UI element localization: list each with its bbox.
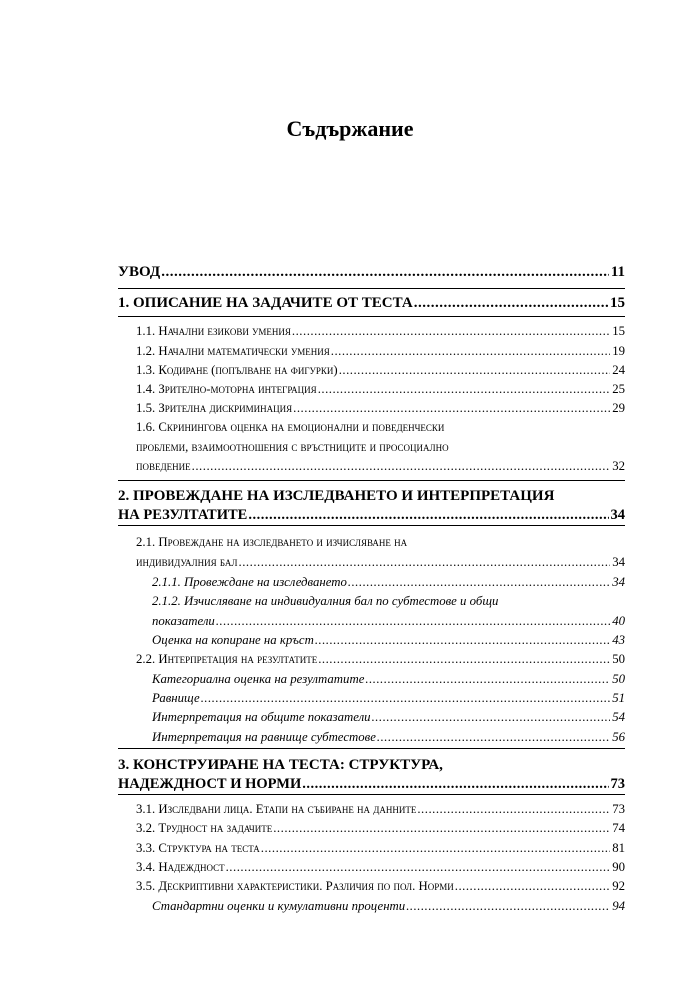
toc-entry-chapter[interactable] <box>118 293 625 313</box>
toc-entry-title: Интерпретация на общите показатели <box>152 710 371 724</box>
dot-leader <box>365 670 610 690</box>
divider <box>118 480 625 481</box>
dot-leader <box>406 897 610 917</box>
dot-leader <box>417 800 610 820</box>
toc-entry-title: 2.1.1. Провеждане на изследването <box>152 575 347 589</box>
dot-leader <box>318 650 610 670</box>
toc-entry-title: Оценка на копиране на кръст <box>152 633 314 647</box>
dot-leader <box>348 573 610 593</box>
toc-entry-title-line: проблеми, взаимоотношения с връстниците и просоциално <box>136 439 449 454</box>
dot-leader <box>331 342 610 362</box>
toc-entry-page: 11 <box>610 264 625 280</box>
dot-leader <box>192 457 611 477</box>
toc-entry-title: 2.2. Интерпретация на резултатите <box>136 652 318 666</box>
toc-entry-title: Стандартни оценки и кумулативни проценти <box>152 899 406 913</box>
toc-entry-page: 15 <box>612 324 625 338</box>
toc-entry-title-line: 3. КОНСТРУИРАНЕ НА ТЕСТА: СТРУКТУРА, <box>118 757 443 773</box>
dot-leader <box>414 293 608 313</box>
dot-leader <box>302 775 608 793</box>
dot-leader <box>161 262 609 282</box>
dot-leader <box>292 322 610 342</box>
toc-entry-title: 3.3. Структура на теста <box>136 841 260 855</box>
toc-entry-subsection[interactable] <box>118 897 625 917</box>
toc-entry-title-line: 2.1.2. Изчисляване на индивидуалния бал по субтестове и общи <box>152 594 499 608</box>
toc-entry-page: 74 <box>612 821 625 835</box>
dot-leader <box>226 858 611 878</box>
toc-entry-title: 1.4. Зрително-моторна интеграция <box>136 382 317 396</box>
divider <box>118 748 625 749</box>
toc-entry-subsection[interactable] <box>118 631 625 651</box>
toc-entry-page: 43 <box>612 633 625 647</box>
toc-entry-section[interactable] <box>118 399 625 419</box>
toc-entry-section[interactable] <box>118 839 625 859</box>
toc-entry-page: 51 <box>612 691 625 705</box>
toc-entry-title: 3.4. Надеждност <box>136 860 225 874</box>
toc-entry-subsection[interactable] <box>118 708 625 728</box>
page-title: Съдържание <box>286 116 414 141</box>
toc-entry-page: 92 <box>612 879 625 893</box>
toc-entry-title-line: 2.1. Провеждане на изследването и изчисляване на <box>136 535 408 549</box>
dot-leader <box>239 553 611 573</box>
dot-leader <box>339 361 611 381</box>
dot-leader <box>293 399 610 419</box>
toc-entry-chapter[interactable] <box>118 755 625 793</box>
divider <box>118 316 625 317</box>
toc-entry-title-line: 2. ПРОВЕЖДАНЕ НА ИЗСЛЕДВАНЕТО И ИНТЕРПРЕТАЦИЯ <box>118 488 555 504</box>
toc-entry-title: 3.1. Изследвани лица. Етапи на събиране на данните <box>136 802 417 816</box>
toc-entry-page: 24 <box>612 363 625 377</box>
toc-entry-section[interactable] <box>118 650 625 670</box>
toc-entry-title: Равнище <box>152 691 200 705</box>
toc-entry-title: 3.5. Дескриптивни характеристики. Различия по пол. Норми <box>136 879 454 893</box>
divider <box>118 794 625 795</box>
table-of-contents <box>118 0 625 993</box>
toc-entry-page: 94 <box>612 899 625 913</box>
toc-entry-subsection[interactable] <box>118 728 625 748</box>
toc-entry-title: НА РЕЗУЛТАТИТЕ <box>118 507 248 523</box>
dot-leader <box>248 506 608 524</box>
toc-entry-title: индивидуалния бал <box>136 554 238 569</box>
toc-entry-title: Интерпретация на равнище субтестове <box>152 730 376 744</box>
toc-entry-section[interactable] <box>118 819 625 839</box>
toc-entry-section[interactable] <box>118 418 625 477</box>
toc-entry-page: 56 <box>612 730 625 744</box>
toc-entry-title: Категориална оценка на резултатите <box>152 672 365 686</box>
dot-leader <box>216 612 610 632</box>
toc-entry-page: 34 <box>612 554 625 569</box>
toc-entry-section[interactable] <box>118 533 625 572</box>
dot-leader <box>201 689 611 709</box>
dot-leader <box>261 839 610 859</box>
dot-leader <box>315 631 610 651</box>
toc-entry-chapter[interactable] <box>118 486 625 524</box>
toc-entry-page: 81 <box>612 841 625 855</box>
toc-entry-page: 29 <box>612 401 625 415</box>
toc-entry-page: 73 <box>610 776 625 792</box>
toc-entry-page: 25 <box>612 382 625 396</box>
dot-leader <box>273 819 610 839</box>
toc-entry-title: 1.5. Зрителна дискриминация <box>136 401 293 415</box>
toc-entry-section[interactable] <box>118 380 625 400</box>
dot-leader <box>372 708 611 728</box>
toc-entry-title: УВОД <box>118 264 161 280</box>
toc-entry-title: 1.2. Начални математически умения <box>136 344 330 358</box>
toc-entry-page: 90 <box>612 860 625 874</box>
toc-entry-page: 34 <box>612 575 625 589</box>
divider <box>118 288 625 289</box>
toc-entry-subsection[interactable] <box>118 689 625 709</box>
toc-entry-title: 3.2. Трудност на задачите <box>136 821 273 835</box>
toc-entry-page: 15 <box>610 295 625 311</box>
toc-entry-title: поведение <box>136 459 191 473</box>
toc-entry-section[interactable] <box>118 361 625 381</box>
toc-entry-chapter[interactable] <box>118 262 625 282</box>
toc-entry-section[interactable] <box>118 800 625 820</box>
toc-entry-title: 1.3. Кодиране (попълване на фигурки) <box>136 363 338 377</box>
divider <box>118 525 625 526</box>
toc-entry-title: 1. ОПИСАНИЕ НА ЗАДАЧИТЕ ОТ ТЕСТА <box>118 295 413 311</box>
toc-entry-title: показатели <box>152 613 215 628</box>
dot-leader <box>455 877 610 897</box>
toc-entry-subsection[interactable] <box>118 670 625 690</box>
toc-entry-page: 19 <box>612 344 625 358</box>
toc-entry-section[interactable] <box>118 858 625 878</box>
toc-entry-section[interactable] <box>118 342 625 362</box>
toc-entry-page: 73 <box>612 802 625 816</box>
toc-entry-page: 32 <box>612 459 625 473</box>
toc-entry-subsection[interactable] <box>118 592 625 631</box>
toc-entry-subsection[interactable] <box>118 573 625 593</box>
toc-entry-title: НАДЕЖДНОСТ И НОРМИ <box>118 776 302 792</box>
toc-entry-page: 50 <box>612 672 625 686</box>
dot-leader <box>318 380 611 400</box>
toc-entry-title-line: 1.6. Скринингова оценка на емоционални и поведенчески <box>136 420 445 434</box>
toc-entry-section[interactable] <box>118 877 625 897</box>
toc-entry-title: 1.1. Начални езикови умения <box>136 324 291 338</box>
toc-entry-page: 54 <box>612 710 625 724</box>
toc-entry-page: 40 <box>612 613 625 628</box>
dot-leader <box>377 728 610 748</box>
toc-entry-section[interactable] <box>118 322 625 342</box>
toc-entry-page: 34 <box>610 507 625 523</box>
toc-entry-page: 50 <box>612 652 625 666</box>
